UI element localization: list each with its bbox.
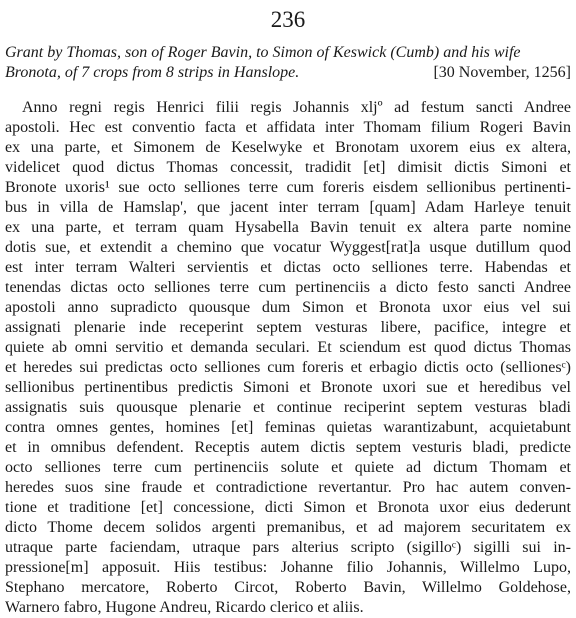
text-line: est inter terram Walteri servientis et dictas octo selliones terre. Habendas et [5,259,571,276]
text-line: quiete ab omni servitio et demanda seculari. Et sciendum est quod dictus Thomas [5,339,571,356]
text-line: videlicet quod dictus Thomas concessit, tradidit [et] dimisit dictis Simoni et [5,159,571,176]
charter-text [5,98,571,618]
text-line: apostoli anno supradicto quousque dum Simon et Bronota uxor eius vel sui [5,299,571,316]
text-line: dotis sue, et extendit a chemino que vocatur Wyggest[rat]a usque dutillum quod [5,239,571,256]
text-line: sellionibus pertinentibus predictis Simoni et Bronote uxori sue et heredibus vel [5,379,571,396]
text-line: utraque parte faciendam, utraque pars alterius scripto (sigilloᶜ) sigilli sui in- [5,539,571,556]
text-line: Stephano mercatore, Roberto Circot, Roberto Bavin, Willelmo Goldehose, [5,579,571,596]
heading-line-1: Grant by Thomas, son of Roger Bavin, to Simon of Keswick (Cumb) and his wife [5,44,521,61]
text-line: tione et traditione [et] concessione, dicti Simon et Bronota uxor eius dederunt [5,499,571,516]
text-line: pressione[m] apposuit. Hiis testibus: Johanne filio Johannis, Willelmo Lupo, [5,559,571,576]
text-line: tenendas dictas octo selliones terre cum pertinenciis a dicto festo sancti Andree [5,279,571,296]
text-line: octo selliones terre cum pertinenciis solute et quiete ad dictum Thomam et [5,459,571,476]
text-line: assignatis suis quousque plenarie et continue reciperint septem vesturas bladi [5,399,571,416]
heading-line-2 [5,63,571,83]
text-line: et heredes sui predictas octo selliones cum foreris et erbagio dictis octo (sellionesᶜ) [5,359,571,376]
text-line: et in omnibus defendent. Receptis autem dictis septem vesturis bladi, predicte [5,439,571,456]
text-line: Bronote uxoris¹ sue octo selliones terre cum foreris eisdem sellionibus pertinenti- [5,179,571,196]
text-line: ex una parte, et terram quam Hysabella Bavin tenuit ex altera parte nomine [5,219,571,236]
text-line: dicto Thome decem solidos argenti premanibus, et ad majorem securitatem ex [5,519,571,536]
heading-date: [30 November, 1256] [433,64,571,81]
text-line: contra omnes gentes, homines [et] feminas quietas warantizabunt, acquietabunt [5,419,571,436]
text-line: heredes suos sine fraude et contradictione revertantur. Pro hac autem conven- [5,479,571,496]
text-line: Anno regni regis Henrici filii regis Johannis xljº ad festum sancti Andree [22,99,571,116]
text-line: Warnero fabro, Hugone Andreu, Ricardo clerico et aliis. [5,599,364,616]
text-line: assignati plenarie inde receperint septem vesturas libere, pacifice, integre et [5,319,571,336]
page-number: 236 [270,7,306,32]
heading-line-2-text: Bronota, of 7 crops from 8 strips in Hanslope. [5,64,300,81]
text-line: bus in villa de Hamslap', que jacent inter terram [quam] Adam Harleye tenuit [5,199,571,216]
text-line: ex una parte, et Simonem de Keselwyke et Bronotam uxorem eius ex altera, [5,139,571,156]
text-line: apostoli. Hec est conventio facta et affidata inter Thomam filium Rogeri Bavin [5,119,571,136]
